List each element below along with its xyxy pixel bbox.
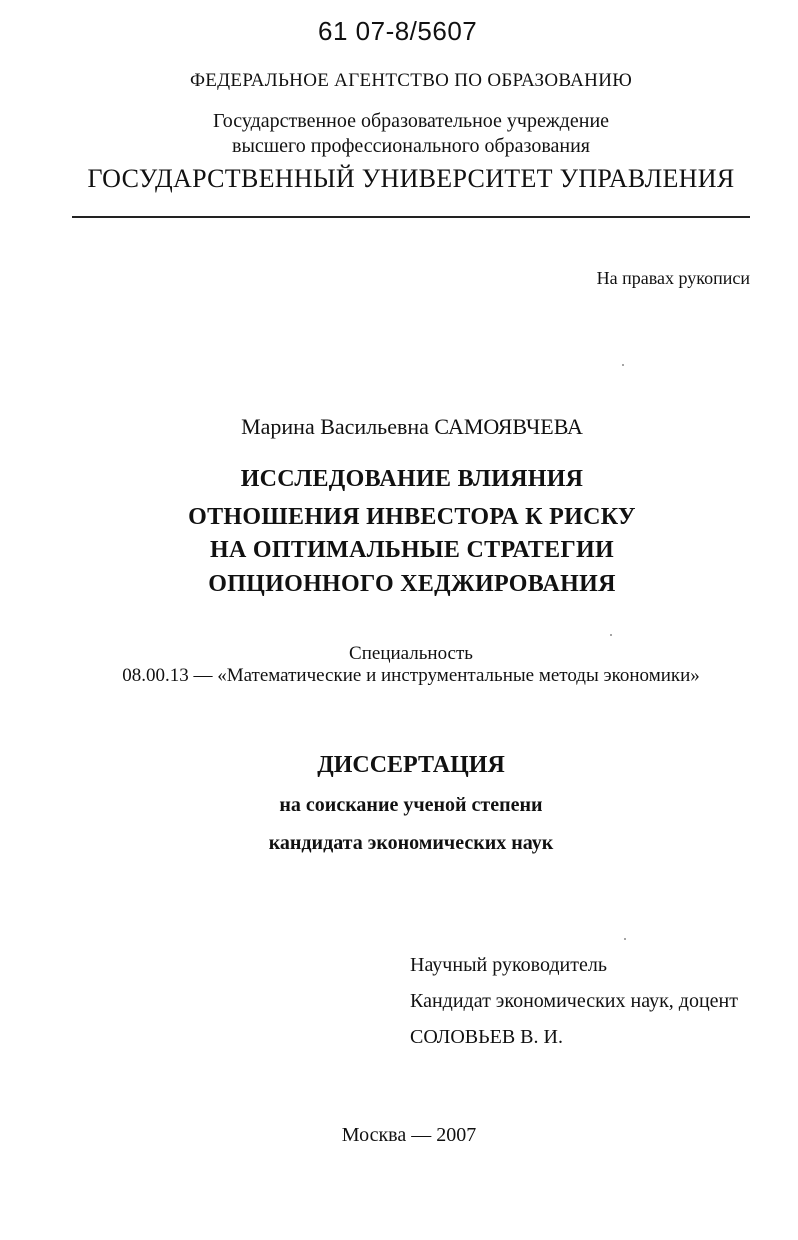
specialty-label: Специальность	[349, 643, 473, 664]
header-divider	[72, 216, 750, 218]
title-line-3: НА ОПТИМАЛЬНЫЕ СТРАТЕГИИ	[210, 537, 614, 563]
scan-speck	[624, 938, 626, 940]
title-line-2: ОТНОШЕНИЯ ИНВЕСТОРА К РИСКУ	[188, 504, 636, 530]
city-year: Москва — 2007	[341, 1124, 477, 1146]
title-line-4: ОПЦИОННОГО ХЕДЖИРОВАНИЯ	[208, 571, 616, 597]
supervisor-degree: Кандидат экономических наук, доцент	[410, 990, 738, 1012]
degree-line-1: на соискание ученой степени	[279, 794, 543, 816]
institution-line-1: Государственное образовательное учреждение	[212, 110, 610, 132]
agency-name: ФЕДЕРАЛЬНОЕ АГЕНТСТВО ПО ОБРАЗОВАНИЮ	[189, 70, 633, 91]
specialty-value: 08.00.13 — «Математические и инструментальные методы экономики»	[122, 665, 700, 686]
degree-line-2: кандидата экономических наук	[268, 832, 554, 854]
supervisor-label: Научный руководитель	[410, 954, 607, 976]
institution-line-2: высшего профессионального образования	[232, 135, 590, 157]
supervisor-name: СОЛОВЬЕВ В. И.	[410, 1026, 563, 1048]
author-name: Марина Васильевна САМОЯВЧЕВА	[241, 414, 583, 439]
university-name: ГОСУДАРСТВЕННЫЙ УНИВЕРСИТЕТ УПРАВЛЕНИЯ	[87, 164, 735, 193]
dissertation-heading: ДИССЕРТАЦИЯ	[317, 752, 505, 778]
title-line-1: ИССЛЕДОВАНИЕ ВЛИЯНИЯ	[240, 466, 584, 492]
archive-stamp-number: 61 07-8/5607	[318, 16, 478, 46]
scan-speck	[622, 364, 624, 366]
rights-notice: На правах рукописи	[596, 268, 750, 288]
scan-speck	[610, 634, 612, 636]
